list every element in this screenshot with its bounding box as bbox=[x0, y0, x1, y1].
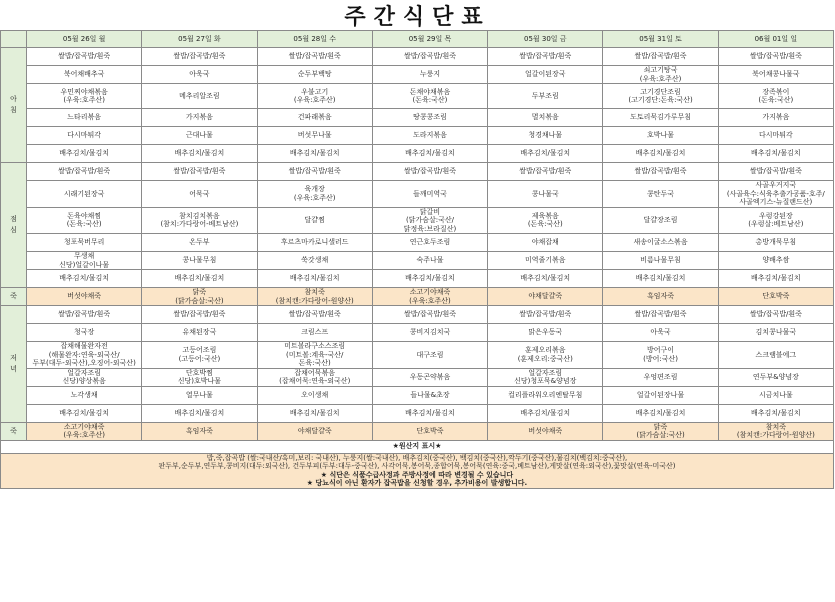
menu-cell: 쑥갓생채 bbox=[257, 252, 372, 270]
meal-label-text: 저 녁 bbox=[10, 353, 17, 373]
menu-cell: 호박나물 bbox=[603, 127, 718, 145]
menu-cell: 쌀밥/잡곡밥/흰죽 bbox=[718, 163, 833, 181]
porridge-cell: 단호박죽 bbox=[718, 288, 833, 306]
menu-row bbox=[1, 127, 834, 145]
porridge-cell: 흑임자죽 bbox=[603, 288, 718, 306]
menu-cell: 배추김치/물김치 bbox=[142, 145, 257, 163]
porridge-cell: 참치죽 (참치캔:가다랑어-원양산) bbox=[718, 422, 833, 440]
day-header: 05월 31일 토 bbox=[603, 31, 718, 48]
menu-cell: 노각생채 bbox=[27, 386, 142, 404]
porridge-cell: 버섯야채죽 bbox=[488, 422, 603, 440]
menu-cell: 쌀밥/잡곡밥/흰죽 bbox=[718, 306, 833, 324]
menu-cell: 배추김치/물김치 bbox=[372, 404, 487, 422]
menu-cell: 느타리볶음 bbox=[27, 109, 142, 127]
menu-cell: 쇠고기탕국 (우육:호주산) bbox=[603, 66, 718, 84]
menu-cell: 들깨미역국 bbox=[372, 181, 487, 208]
menu-row bbox=[1, 342, 834, 369]
menu-cell: 북어채배추국 bbox=[27, 66, 142, 84]
corner-cell bbox=[1, 31, 27, 48]
menu-cell: 무생채 신당)얼갈이나물 bbox=[27, 252, 142, 270]
menu-row bbox=[1, 181, 834, 208]
menu-cell: 가지볶음 bbox=[718, 109, 833, 127]
menu-cell: 장족볶이 (돈육:국산) bbox=[718, 84, 833, 109]
menu-cell: 배추김치/물김치 bbox=[142, 270, 257, 288]
weekly-menu-table bbox=[0, 30, 834, 489]
menu-cell: 시래기된장국 bbox=[27, 181, 142, 208]
menu-cell: 어묵국 bbox=[142, 181, 257, 208]
menu-cell: 잡채어묵볶음 (잡채어묵:연육-외국산) bbox=[257, 368, 372, 386]
menu-cell: 쌀밥/잡곡밥/흰죽 bbox=[257, 48, 372, 66]
menu-row bbox=[1, 84, 834, 109]
menu-cell: 배추김치/물김치 bbox=[718, 404, 833, 422]
menu-cell: 도라지볶음 bbox=[372, 127, 487, 145]
day-header: 05월 28일 수 bbox=[257, 31, 372, 48]
menu-row bbox=[1, 324, 834, 342]
menu-row bbox=[1, 386, 834, 404]
menu-cell: 배추김치/물김치 bbox=[27, 270, 142, 288]
porridge-cell: 야채달걀죽 bbox=[257, 422, 372, 440]
menu-cell: 후르츠마카로니샐러드 bbox=[257, 234, 372, 252]
porridge-cell: 닭죽 (닭가슴살:국산) bbox=[142, 288, 257, 306]
menu-cell: 연두부&양념장 bbox=[718, 368, 833, 386]
menu-cell: 두부조림 bbox=[488, 84, 603, 109]
menu-cell: 얼갈이된장나물 bbox=[603, 386, 718, 404]
day-header: 05월 29일 목 bbox=[372, 31, 487, 48]
menu-cell: 땅콩콩조림 bbox=[372, 109, 487, 127]
day-header: 06월 01일 일 bbox=[718, 31, 833, 48]
menu-row bbox=[1, 306, 834, 324]
menu-cell: 다시마튀각 bbox=[27, 127, 142, 145]
menu-cell: 제육볶음 (돈육:국산) bbox=[488, 207, 603, 234]
menu-cell: 참치김치볶음 (참치:가다랑어-베트남산) bbox=[142, 207, 257, 234]
menu-cell: 돈육야채찜 (돈육:국산) bbox=[27, 207, 142, 234]
menu-cell: 콩탄두국 bbox=[603, 181, 718, 208]
origin-line: 밥,죽,잡곡밥 (쌀:국내산/흑미,보리: 국내산), 누룽지(쌀:국내산), 배추김치(중국산), 백김치(중국산),깍두기(중국산),물김치(백김치:중국산), bbox=[206, 453, 628, 462]
day-header: 05월 26일 월 bbox=[27, 31, 142, 48]
menu-cell: 순두부백탕 bbox=[257, 66, 372, 84]
menu-cell: 사골우거지국 (사골육수:식육추출가공품-호주/ 사골엑기스-뉴질랜드산) bbox=[718, 181, 833, 208]
day-header: 05월 30일 금 bbox=[488, 31, 603, 48]
porridge-label: 죽 bbox=[1, 422, 27, 440]
menu-cell: 버섯무나물 bbox=[257, 127, 372, 145]
menu-row bbox=[1, 252, 834, 270]
menu-cell: 배추김치/물김치 bbox=[27, 145, 142, 163]
page-title: 주간식단표 bbox=[344, 4, 491, 30]
menu-cell: 배추김치/물김치 bbox=[257, 145, 372, 163]
porridge-cell: 닭죽 (닭가슴살:국산) bbox=[603, 422, 718, 440]
menu-cell: 배추김치/물김치 bbox=[257, 404, 372, 422]
menu-cell: 미역줄기볶음 bbox=[488, 252, 603, 270]
menu-cell: 쌀밥/잡곡밥/흰죽 bbox=[603, 48, 718, 66]
menu-cell: 쌀밥/잡곡밥/흰죽 bbox=[372, 306, 487, 324]
menu-cell: 가지볶음 bbox=[142, 109, 257, 127]
menu-cell: 우불고기 (우육:호주산) bbox=[257, 84, 372, 109]
porridge-cell: 흑임자죽 bbox=[142, 422, 257, 440]
menu-cell: 쌀밥/잡곡밥/흰죽 bbox=[488, 306, 603, 324]
menu-cell: 배추김치/물김치 bbox=[488, 270, 603, 288]
menu-cell: 고등어조림 (고등어:국산) bbox=[142, 342, 257, 369]
menu-cell: 연근호두조림 bbox=[372, 234, 487, 252]
origin-line: 판두부,순두부,연두부,콩비지(대두:외국산), 건두부피(두부:대두-중국산), 사각어묵,봉어묵,종합어묵,봉어묵(연육:중국,베트남산),게맛살(연육:외국산),꽃맛살(연육-미국산) bbox=[158, 462, 676, 470]
menu-row bbox=[1, 368, 834, 386]
menu-cell: 배추김치/물김치 bbox=[718, 145, 833, 163]
menu-cell: 쌀밥/잡곡밥/흰죽 bbox=[27, 306, 142, 324]
menu-cell: 쌀밥/잡곡밥/흰죽 bbox=[488, 48, 603, 66]
menu-cell: 쌀밥/잡곡밥/흰죽 bbox=[257, 163, 372, 181]
menu-cell: 콩나물국 bbox=[488, 181, 603, 208]
menu-cell: 다시마튀각 bbox=[718, 127, 833, 145]
menu-cell: 대구조림 bbox=[372, 342, 487, 369]
porridge-row bbox=[1, 422, 834, 440]
menu-cell: 양배추쌈 bbox=[718, 252, 833, 270]
menu-cell: 배추김치/물김치 bbox=[603, 145, 718, 163]
menu-cell: 스크램블에그 bbox=[718, 342, 833, 369]
origin-title: ★원산지 표시★ bbox=[1, 440, 834, 453]
menu-row bbox=[1, 109, 834, 127]
menu-cell: 배추김치/물김치 bbox=[257, 270, 372, 288]
menu-cell: 아욱국 bbox=[142, 66, 257, 84]
menu-cell: 우엉편조림 bbox=[603, 368, 718, 386]
meal-label-text: 아 침 bbox=[10, 95, 17, 114]
day-header: 05월 27일 화 bbox=[142, 31, 257, 48]
menu-cell: 쌀밥/잡곡밥/흰죽 bbox=[142, 48, 257, 66]
menu-cell: 배추김치/물김치 bbox=[372, 270, 487, 288]
meal-label bbox=[1, 48, 27, 163]
menu-cell: 들나물&초장 bbox=[372, 386, 487, 404]
menu-cell: 잡채해물완자전 (해물완자:연육-외국산/ 두부(대두-외국산),오징어-외국산) bbox=[27, 342, 142, 369]
menu-cell: 훈제오리볶음 (훈제오리:중국산) bbox=[488, 342, 603, 369]
menu-cell: 쌀밥/잡곡밥/흰죽 bbox=[257, 306, 372, 324]
porridge-cell: 버섯야채죽 bbox=[27, 288, 142, 306]
menu-cell: 배추김치/물김치 bbox=[142, 404, 257, 422]
menu-row bbox=[1, 163, 834, 181]
menu-cell: 얼갈자조림 신당)양상볶음 bbox=[27, 368, 142, 386]
meal-label bbox=[1, 163, 27, 288]
menu-cell: 청경채나물 bbox=[488, 127, 603, 145]
menu-cell: 우렁강된장 (우렁살:베트남산) bbox=[718, 207, 833, 234]
menu-cell: 컬리플라워오리엔탈무침 bbox=[488, 386, 603, 404]
menu-cell: 배추김치/물김치 bbox=[27, 404, 142, 422]
menu-cell: 배추김치/물김치 bbox=[718, 270, 833, 288]
menu-row bbox=[1, 234, 834, 252]
menu-row bbox=[1, 404, 834, 422]
menu-row bbox=[1, 145, 834, 163]
porridge-cell: 단호박죽 bbox=[372, 422, 487, 440]
menu-cell: 메추리알조림 bbox=[142, 84, 257, 109]
menu-cell: 맑은우동국 bbox=[488, 324, 603, 342]
menu-cell: 온두부 bbox=[142, 234, 257, 252]
menu-cell: 야채잡채 bbox=[488, 234, 603, 252]
menu-cell: 달걀장조림 bbox=[603, 207, 718, 234]
menu-cell: 숙주나물 bbox=[372, 252, 487, 270]
menu-cell: 쌀밥/잡곡밥/흰죽 bbox=[603, 163, 718, 181]
menu-cell: 방어구이 (방어:국산) bbox=[603, 342, 718, 369]
menu-cell: 육개장 (우육:호주산) bbox=[257, 181, 372, 208]
menu-cell: 콩나물무침 bbox=[142, 252, 257, 270]
porridge-cell: 소고기야채죽 (우육:호주산) bbox=[27, 422, 142, 440]
menu-cell: 배추김치/물김치 bbox=[603, 270, 718, 288]
menu-cell: 크림스프 bbox=[257, 324, 372, 342]
notice-line: ★ 당뇨식이 아닌 환자가 잡곡밥을 신청할 경우, 추가비용이 발생합니다. bbox=[306, 479, 528, 487]
porridge-row bbox=[1, 288, 834, 306]
menu-row bbox=[1, 207, 834, 234]
menu-row bbox=[1, 66, 834, 84]
porridge-cell: 소고기야채죽 (우육:호주산) bbox=[372, 288, 487, 306]
menu-cell: 쌀밥/잡곡밥/흰죽 bbox=[142, 163, 257, 181]
menu-cell: 근대나물 bbox=[142, 127, 257, 145]
menu-cell: 유채된장국 bbox=[142, 324, 257, 342]
menu-cell: 비름나물무침 bbox=[603, 252, 718, 270]
porridge-label: 죽 bbox=[1, 288, 27, 306]
menu-cell: 청포묵버무리 bbox=[27, 234, 142, 252]
day-header-row bbox=[1, 31, 834, 48]
porridge-cell: 참치죽 (참치캔:가다랑어-원양산) bbox=[257, 288, 372, 306]
menu-cell: 미트볼라구소스조림 (미트볼:계육-국산/ 돈육:국산) bbox=[257, 342, 372, 369]
menu-cell: 쌀밥/잡곡밥/흰죽 bbox=[372, 48, 487, 66]
porridge-cell: 야채달걀죽 bbox=[488, 288, 603, 306]
menu-cell: 새송이굴소스볶음 bbox=[603, 234, 718, 252]
menu-cell: 멸치볶음 bbox=[488, 109, 603, 127]
menu-cell: 달걀찜 bbox=[257, 207, 372, 234]
menu-cell: 김치콩나물국 bbox=[718, 324, 833, 342]
menu-cell: 도토리묵김가루무침 bbox=[603, 109, 718, 127]
menu-cell: 쌀밥/잡곡밥/흰죽 bbox=[488, 163, 603, 181]
meal-label-text: 점 심 bbox=[10, 215, 17, 234]
menu-cell: 배추김치/물김치 bbox=[372, 145, 487, 163]
menu-row bbox=[1, 48, 834, 66]
menu-cell: 쌀밥/잡곡밥/흰죽 bbox=[603, 306, 718, 324]
menu-cell: 아욱국 bbox=[603, 324, 718, 342]
menu-cell: 시금치나물 bbox=[718, 386, 833, 404]
menu-cell: 콩비지김치국 bbox=[372, 324, 487, 342]
menu-cell: 배추김치/물김치 bbox=[488, 404, 603, 422]
menu-cell: 고기경단조림 (고기경단:돈육:국산) bbox=[603, 84, 718, 109]
menu-cell: 얼갈자조림 신당)청포묵&양념장 bbox=[488, 368, 603, 386]
menu-cell: 돈채야채볶음 (돈육:국산) bbox=[372, 84, 487, 109]
menu-cell: 배추김치/물김치 bbox=[603, 404, 718, 422]
menu-cell: 쌀밥/잡곡밥/흰죽 bbox=[718, 48, 833, 66]
menu-cell: 우동곤약볶음 bbox=[372, 368, 487, 386]
menu-cell: 우민찌야채볶음 (우육:호주산) bbox=[27, 84, 142, 109]
menu-cell: 쌀밥/잡곡밥/흰죽 bbox=[27, 48, 142, 66]
menu-cell: 열무나물 bbox=[142, 386, 257, 404]
menu-cell: 북어채콩나물국 bbox=[718, 66, 833, 84]
menu-cell: 누룽지 bbox=[372, 66, 487, 84]
menu-cell: 청국장 bbox=[27, 324, 142, 342]
menu-cell: 배추김치/물김치 bbox=[488, 145, 603, 163]
menu-cell: 얼갈이된장국 bbox=[488, 66, 603, 84]
menu-cell: 닭갈비 (닭가슴살:국산/ 닭정육:브라질산) bbox=[372, 207, 487, 234]
menu-cell: 쌀밥/잡곡밥/흰죽 bbox=[142, 306, 257, 324]
menu-cell: 총방개묵무침 bbox=[718, 234, 833, 252]
menu-cell: 오이생채 bbox=[257, 386, 372, 404]
menu-cell: 건파래볶음 bbox=[257, 109, 372, 127]
menu-cell: 단호박찜 신당)호박나물 bbox=[142, 368, 257, 386]
notice-line: ★ 식단은 식품수급사정과 주방사정에 따라 변경될 수 있습니다 bbox=[320, 470, 514, 479]
menu-cell: 쌀밥/잡곡밥/흰죽 bbox=[372, 163, 487, 181]
meal-label bbox=[1, 306, 27, 423]
menu-row bbox=[1, 270, 834, 288]
origin-notes bbox=[1, 453, 834, 488]
menu-cell: 쌀밥/잡곡밥/흰죽 bbox=[27, 163, 142, 181]
